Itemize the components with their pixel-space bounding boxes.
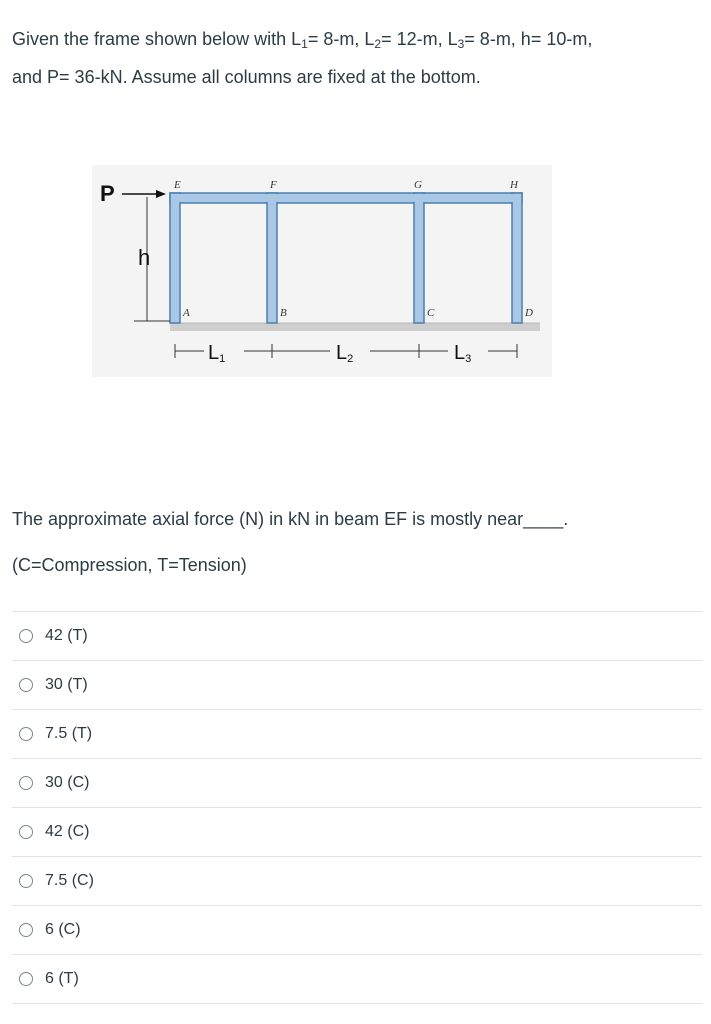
l3-value: = 8-m, h= 10-m,	[464, 29, 593, 49]
answer-label: 6 (C)	[45, 921, 81, 938]
frame-diagram	[92, 165, 552, 377]
radio-button[interactable]	[19, 923, 33, 937]
answer-label: 7.5 (C)	[45, 872, 94, 889]
l2-value: = 12-m,	[381, 29, 448, 49]
node-g: G	[414, 179, 422, 191]
ground	[170, 323, 540, 331]
node-a: A	[183, 307, 190, 319]
sign-legend: (C=Compression, T=Tension)	[12, 555, 247, 575]
l1-value: = 8-m,	[307, 29, 365, 49]
node-e: E	[174, 179, 181, 191]
node-h: H	[510, 179, 518, 191]
answer-option[interactable]	[12, 955, 702, 1004]
question-prompt: The approximate axial force (N) in kN in beam EF is mostly near____.	[12, 509, 569, 529]
stem-line-2: and P= 36-kN. Assume all columns are fixed at the bottom.	[12, 67, 481, 87]
radio-button[interactable]	[19, 629, 33, 643]
node-c: C	[427, 307, 435, 319]
l3-subscript: 3	[457, 37, 465, 51]
l2-symbol: L	[364, 29, 375, 49]
span-label-l2: L2	[336, 342, 354, 365]
node-d: D	[525, 307, 533, 319]
node-f: F	[270, 179, 277, 191]
column-bf	[267, 193, 277, 323]
height-label: h	[138, 245, 151, 270]
answer-label: 7.5 (T)	[45, 725, 93, 742]
load-label: P	[100, 181, 115, 206]
question-stem	[12, 20, 702, 96]
column-dh	[512, 193, 522, 323]
span-label-l1: L1	[208, 342, 226, 365]
answer-list	[12, 611, 702, 1004]
radio-button[interactable]	[19, 776, 33, 790]
answer-option[interactable]	[12, 710, 702, 759]
l2-subscript: 2	[374, 37, 382, 51]
radio-button[interactable]	[19, 972, 33, 986]
answer-label: 30 (C)	[45, 774, 90, 791]
stem-intro: Given the frame shown below with	[12, 29, 292, 49]
column-ae	[170, 193, 180, 323]
l3-symbol: L	[447, 29, 458, 49]
radio-button[interactable]	[19, 727, 33, 741]
radio-button[interactable]	[19, 874, 33, 888]
column-cg	[414, 193, 424, 323]
span-label-l3: L3	[454, 342, 472, 365]
radio-button[interactable]	[19, 678, 33, 692]
answer-option[interactable]	[12, 661, 702, 710]
l1-subscript: 1	[301, 37, 308, 51]
node-b: B	[280, 307, 287, 319]
answer-label: 42 (C)	[45, 823, 90, 840]
answer-label: 30 (T)	[45, 676, 88, 693]
answer-option[interactable]	[12, 906, 702, 955]
answer-option[interactable]	[12, 612, 702, 661]
answer-option[interactable]	[12, 759, 702, 808]
top-beam-fill	[171, 194, 521, 202]
answer-label: 42 (T)	[45, 627, 88, 644]
answer-option[interactable]	[12, 857, 702, 906]
answer-option[interactable]	[12, 808, 702, 857]
radio-button[interactable]	[19, 825, 33, 839]
answer-label: 6 (T)	[45, 970, 79, 987]
l1-symbol: L	[291, 29, 302, 49]
